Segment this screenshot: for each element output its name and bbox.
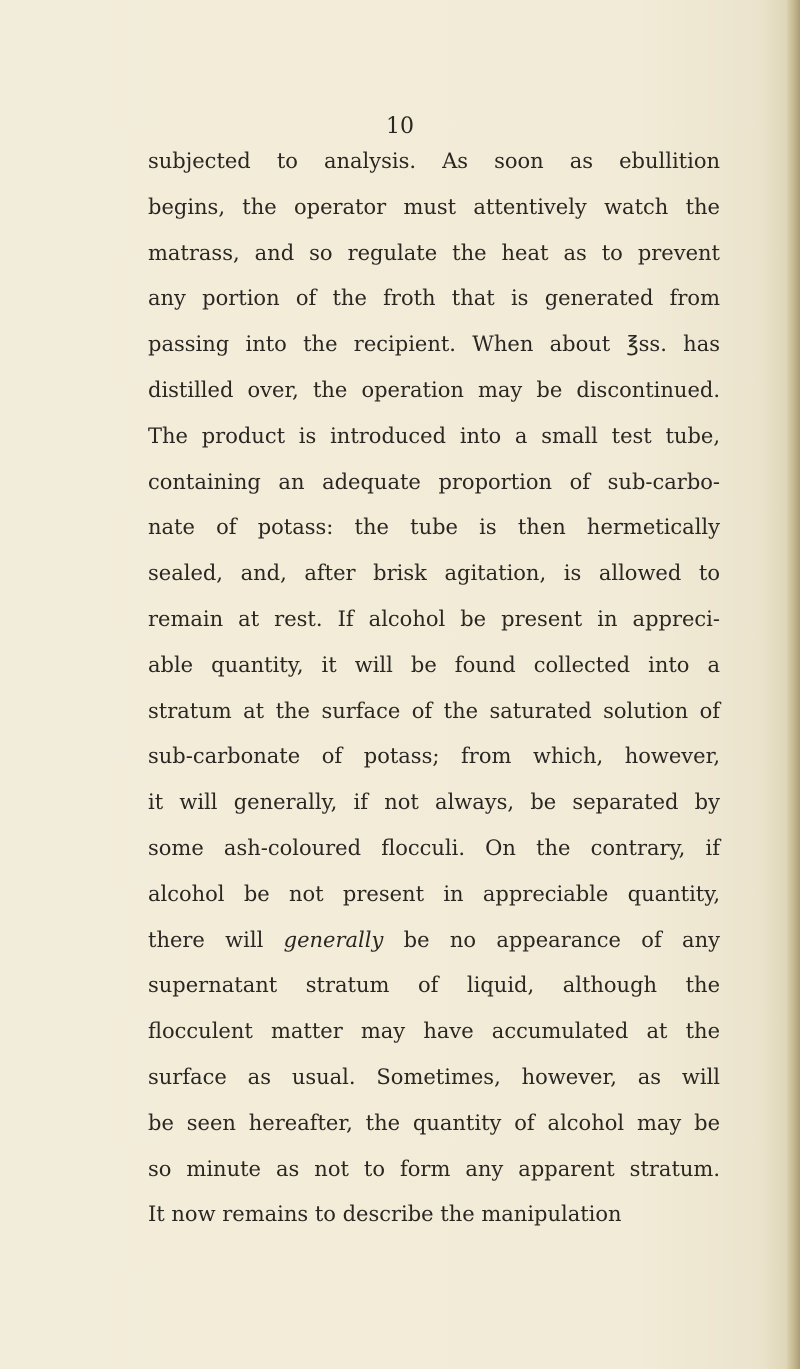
text-fragment: there will [148,927,264,952]
text-line: some ash-coloured flocculi. On the contrary, if [148,835,720,860]
text-line: matrass, and so regulate the heat as to prevent [148,240,720,265]
text-line: The product is introduced into a small test tube, [148,423,720,448]
page-edge-shadow [786,0,800,1369]
text-line: It now remains to describe the manipulation [148,1202,622,1227]
text-line: flocculent matter may have accumulated at the [148,1019,720,1044]
text-line: containing an adequate proportion of sub-carbo- [148,469,720,494]
text-line: nate of potass: the tube is then hermetically [148,515,720,540]
text-line: any portion of the froth that is generated from [148,286,720,311]
text-line: it will generally, if not always, be separated by [148,790,720,815]
text-line: passing into the recipient. When about ℥ss. has [148,332,720,357]
text-line: so minute as not to form any apparent stratum. [148,1156,720,1181]
text-line: sealed, and, after brisk agitation, is allowed to [148,561,720,586]
text-line-with-emphasis [148,918,720,964]
emphasis-text: generally [283,927,384,952]
text-line: able quantity, it will be found collected into a [148,652,720,677]
text-line: stratum at the surface of the saturated solution of [148,698,720,723]
text-line: alcohol be not present in appreciable quantity, [148,881,720,906]
text-line: subjected to analysis. As soon as ebullition [148,149,720,173]
text-line: be seen hereafter, the quantity of alcohol may be [148,1110,720,1135]
text-line: sub-carbonate of potass; from which, however, [148,744,720,769]
text-line: begins, the operator must attentively watch the [148,194,720,219]
page-number: 10 [386,114,414,139]
text-line: supernatant stratum of liquid, although the [148,973,720,998]
text-line: remain at rest. If alcohol be present in appreci- [148,606,720,631]
text-line: distilled over, the operation may be discontinued. [148,377,720,402]
text-fragment: be no appearance of any [403,927,720,952]
body-text [148,139,720,1238]
text-line: surface as usual. Sometimes, however, as will [148,1064,720,1089]
